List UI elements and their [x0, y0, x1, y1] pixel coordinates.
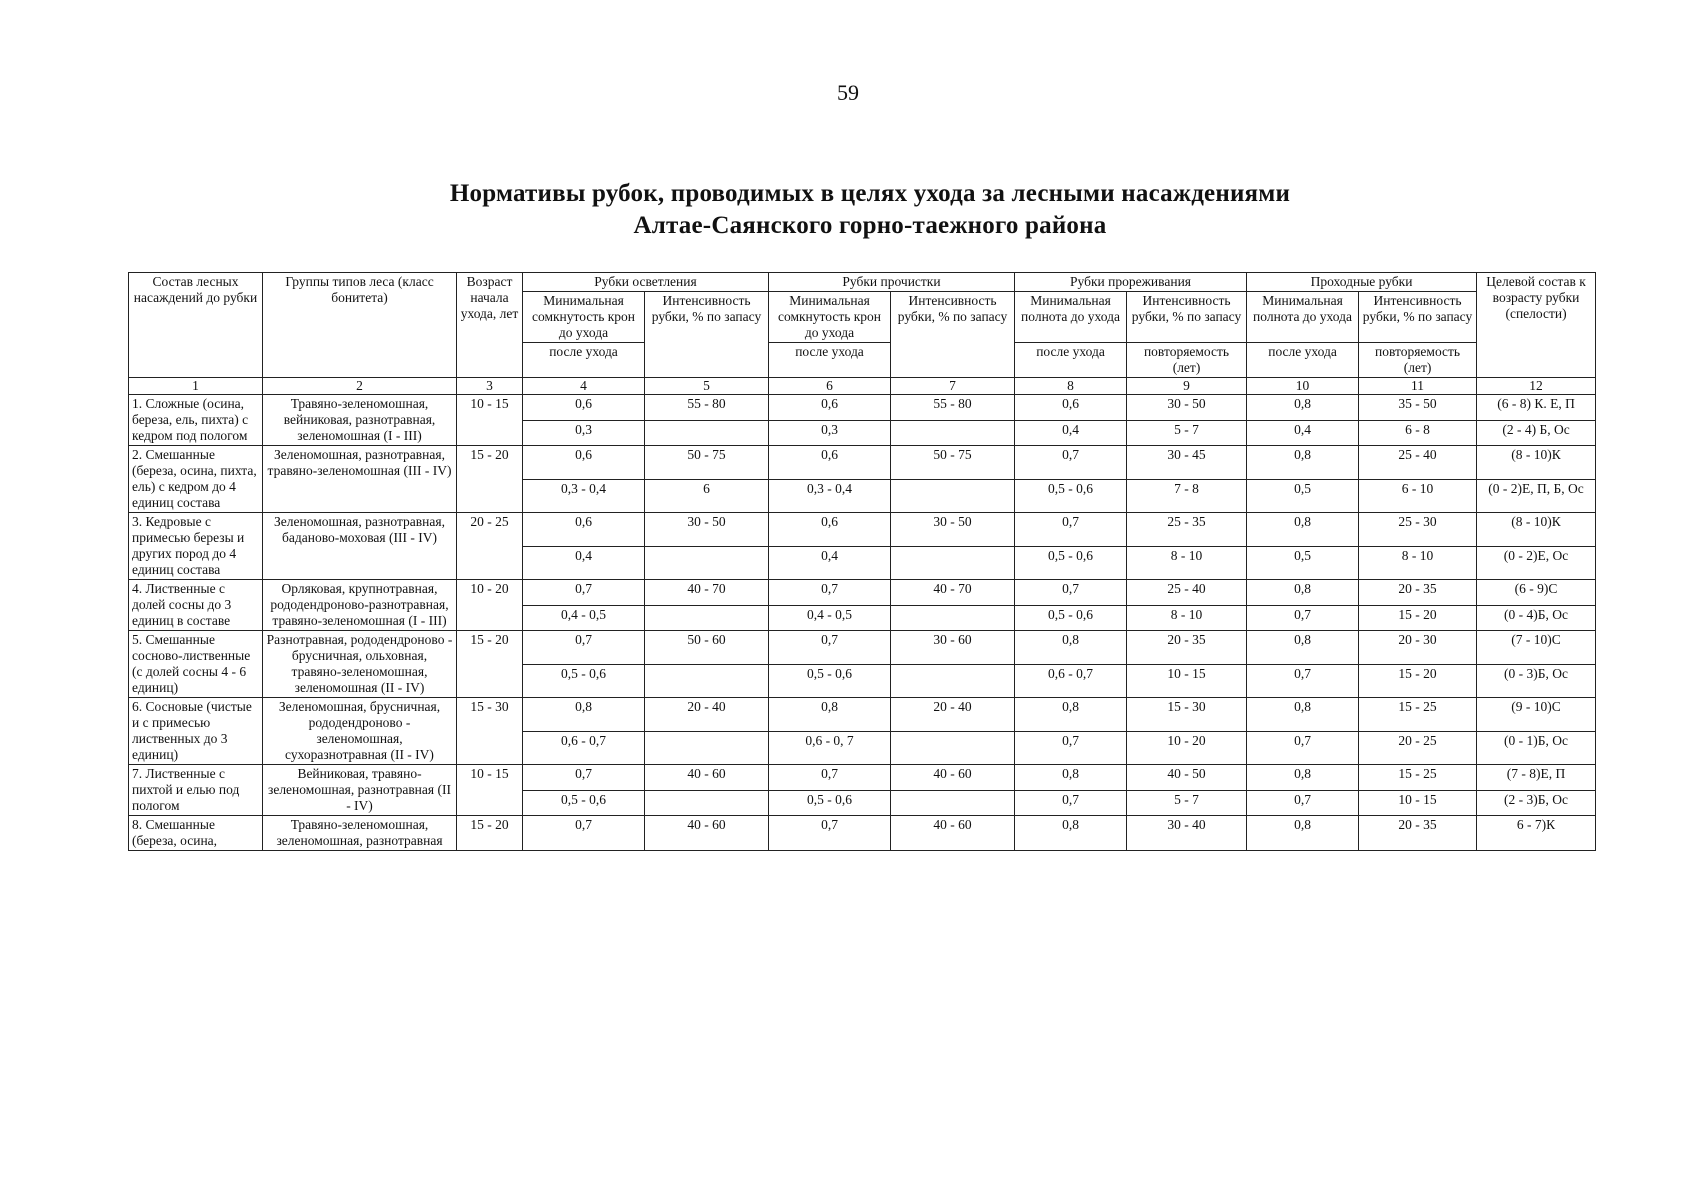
- thinning-repeat-cell: 10 - 15: [1127, 664, 1247, 698]
- passage-repeat-cell: 20 - 25: [1359, 731, 1477, 765]
- page-number: 59: [837, 80, 859, 105]
- start-age-cell-empty: [457, 605, 523, 631]
- thinning-early-intensity-cell: 40 - 70: [891, 580, 1015, 606]
- passage-after-cell: 0,4: [1247, 420, 1359, 446]
- forest-types-cell: Орляковая, крупнотравная, рододендроново-разнотравная, травяно-зеленомошная (I - III): [263, 580, 457, 631]
- thinning-repeat-cell: 5 - 7: [1127, 420, 1247, 446]
- cleaning-after-cell: 0,5 - 0,6: [523, 664, 645, 698]
- column-number: 8: [1015, 378, 1127, 395]
- header-after-thinning: после ухода: [1015, 343, 1127, 378]
- passage-after-cell: 0,5: [1247, 479, 1359, 513]
- thinning-early-after-cell: 0,6 - 0, 7: [769, 731, 891, 765]
- thinning-early-intensity-cell: 50 - 75: [891, 446, 1015, 480]
- column-number: 4: [523, 378, 645, 395]
- thinning-early-after-cell: 0,5 - 0,6: [769, 790, 891, 816]
- thinning-after-cell: 0,6 - 0,7: [1015, 664, 1127, 698]
- table-row: [129, 395, 1596, 421]
- header-target: Целевой состав к возрасту рубки (спелости): [1477, 273, 1596, 378]
- passage-after-cell: 0,7: [1247, 731, 1359, 765]
- header-intensity-passage: Интенсивность рубки, % по запасу: [1359, 292, 1477, 343]
- thinning-early-intensity-empty-cell: [891, 664, 1015, 698]
- cleaning-min-density-cell: 0,6: [523, 395, 645, 421]
- passage-repeat-cell: 15 - 20: [1359, 664, 1477, 698]
- thinning-early-min-density-cell: 0,8: [769, 698, 891, 732]
- document-title: [330, 178, 1410, 242]
- forest-types-cell: Травяно-зеленомошная, вейниковая, разнотравная, зеленомошная (I - III): [263, 395, 457, 446]
- table-row-last: [129, 816, 1596, 851]
- thinning-early-min-density-cell: 0,6: [769, 513, 891, 547]
- cleaning-intensity-empty-cell: [645, 420, 769, 446]
- passage-min-stocking-cell: 0,8: [1247, 580, 1359, 606]
- cleaning-intensity-empty-cell: [645, 664, 769, 698]
- thinning-after-cell: 0,4: [1015, 420, 1127, 446]
- thinning-repeat-cell: 7 - 8: [1127, 479, 1247, 513]
- thinning-early-min-density-cell: 0,7: [769, 765, 891, 791]
- header-cleaning: Рубки осветления: [523, 273, 769, 292]
- table-row: [129, 446, 1596, 480]
- header-after-cleaning: после ухода: [523, 343, 645, 378]
- passage-intensity-cell: 15 - 25: [1359, 698, 1477, 732]
- forest-types-cell: Разнотравная, рододендроново - брусничная, ольховная, травяно-зеленомошная, зеленомошная (II - IV): [263, 631, 457, 698]
- passage-intensity-cell: 25 - 30: [1359, 513, 1477, 547]
- column-number: 9: [1127, 378, 1247, 395]
- composition-cell: 7. Лиственные с пихтой и елью под пологом: [129, 765, 263, 816]
- table-row: [129, 631, 1596, 665]
- start-age-cell-empty: [457, 546, 523, 580]
- thinning-early-intensity-empty-cell: [891, 790, 1015, 816]
- passage-min-stocking-cell: 0,8: [1247, 446, 1359, 480]
- header-min-density-cleaning: Минимальная сомкнутость крон до ухода: [523, 292, 645, 343]
- thinning-after-cell: 0,5 - 0,6: [1015, 479, 1127, 513]
- table-row: [129, 698, 1596, 732]
- table-row: [129, 765, 1596, 791]
- header-min-stocking-passage: Минимальная полнота до ухода: [1247, 292, 1359, 343]
- composition-cell: 3. Кедровые с примесью березы и других пород до 4 единиц состава: [129, 513, 263, 580]
- thinning-after-cell: 0,5 - 0,6: [1015, 546, 1127, 580]
- thinning-early-intensity-empty-cell: [891, 731, 1015, 765]
- cleaning-intensity-cell: 20 - 40: [645, 698, 769, 732]
- table-row: [129, 580, 1596, 606]
- thinning-intensity-cell: 15 - 30: [1127, 698, 1247, 732]
- cleaning-after-cell: 0,4 - 0,5: [523, 605, 645, 631]
- column-number: 1: [129, 378, 263, 395]
- column-number: 2: [263, 378, 457, 395]
- header-after-passage: после ухода: [1247, 343, 1359, 378]
- thinning-after-cell: 0,5 - 0,6: [1015, 605, 1127, 631]
- thinning-min-stocking-cell: 0,8: [1015, 698, 1127, 732]
- column-number: 10: [1247, 378, 1359, 395]
- header-repeat-passage: повторяемость (лет): [1359, 343, 1477, 378]
- thinning-repeat-cell: 8 - 10: [1127, 605, 1247, 631]
- thinning-min-stocking-cell: 0,7: [1015, 580, 1127, 606]
- table-body: [129, 395, 1596, 851]
- title-line-1: Нормативы рубок, проводимых в целях ухода за лесными насаждениями: [449, 180, 1291, 207]
- start-age-cell-empty: [457, 664, 523, 698]
- composition-cell: 2. Смешанные (береза, осина, пихта, ель) с кедром до 4 единиц состава: [129, 446, 263, 513]
- passage-intensity-cell: 35 - 50: [1359, 395, 1477, 421]
- cleaning-min-density-cell: 0,7: [523, 580, 645, 606]
- target-composition-cell: (6 - 8) К. Е, П: [1477, 395, 1596, 421]
- thinning-early-intensity-cell: 40 - 60: [891, 765, 1015, 791]
- thinning-intensity-cell: 40 - 50: [1127, 765, 1247, 791]
- cleaning-after-cell: 0,5 - 0,6: [523, 790, 645, 816]
- thinning-early-intensity-cell: 20 - 40: [891, 698, 1015, 732]
- cleaning-intensity-cell: 50 - 60: [645, 631, 769, 665]
- header-passage: Проходные рубки: [1247, 273, 1477, 292]
- header-repeat-thinning: повторяемость (лет): [1127, 343, 1247, 378]
- composition-cell: 5. Смешанные сосново-лиственные (с долей сосны 4 - 6 единиц): [129, 631, 263, 698]
- thinning-repeat-cell: 10 - 20: [1127, 731, 1247, 765]
- cleaning-intensity-cell: 30 - 50: [645, 513, 769, 547]
- thinning-intensity-cell: 30 - 45: [1127, 446, 1247, 480]
- forest-types-cell: Зеленомошная, разнотравная, травяно-зеленомошная (III - IV): [263, 446, 457, 513]
- passage-after-cell: 0,7: [1247, 790, 1359, 816]
- start-age-cell: 15 - 20: [457, 816, 523, 851]
- target-composition-cell: (6 - 9)С: [1477, 580, 1596, 606]
- thinning-early-intensity-empty-cell: [891, 479, 1015, 513]
- target-composition-cell: (2 - 3)Б, Ос: [1477, 790, 1596, 816]
- cleaning-intensity-cell: 50 - 75: [645, 446, 769, 480]
- passage-after-cell: 0,7: [1247, 605, 1359, 631]
- value-cell: 40 - 60: [891, 816, 1015, 851]
- header-after-thinning-early: после ухода: [769, 343, 891, 378]
- norms-table: [128, 272, 1596, 851]
- start-age-cell: 10 - 15: [457, 765, 523, 791]
- thinning-min-stocking-cell: 0,7: [1015, 446, 1127, 480]
- passage-min-stocking-cell: 0,8: [1247, 631, 1359, 665]
- start-age-cell: 10 - 20: [457, 580, 523, 606]
- thinning-intensity-cell: 20 - 35: [1127, 631, 1247, 665]
- passage-intensity-cell: 20 - 30: [1359, 631, 1477, 665]
- cleaning-intensity-empty-cell: [645, 790, 769, 816]
- cleaning-intensity-empty-cell: [645, 546, 769, 580]
- forest-types-cell: Зеленомошная, разнотравная, баданово-моховая (III - IV): [263, 513, 457, 580]
- passage-repeat-cell: 8 - 10: [1359, 546, 1477, 580]
- header-thinning: Рубки прореживания: [1015, 273, 1247, 292]
- passage-repeat-cell: 6 - 10: [1359, 479, 1477, 513]
- header-min-density-thinning-early: Минимальная сомкнутость крон до ухода: [769, 292, 891, 343]
- value-cell: 0,7: [769, 816, 891, 851]
- thinning-intensity-cell: 30 - 50: [1127, 395, 1247, 421]
- cleaning-after-cell: 0,4: [523, 546, 645, 580]
- thinning-min-stocking-cell: 0,7: [1015, 513, 1127, 547]
- thinning-early-intensity-empty-cell: [891, 605, 1015, 631]
- header-intensity-thinning-early: Интенсивность рубки, % по запасу: [891, 292, 1015, 378]
- column-number: 6: [769, 378, 891, 395]
- target-composition-cell: (0 - 3)Б, Ос: [1477, 664, 1596, 698]
- thinning-after-cell: 0,7: [1015, 790, 1127, 816]
- thinning-early-intensity-cell: 55 - 80: [891, 395, 1015, 421]
- forest-types-cell: Зеленомошная, брусничная, рододендроново - зеленомошная, сухоразнотравная (II - IV): [263, 698, 457, 765]
- target-composition-cell: (2 - 4) Б, Ос: [1477, 420, 1596, 446]
- cleaning-intensity-empty-cell: [645, 731, 769, 765]
- start-age-cell: 20 - 25: [457, 513, 523, 547]
- value-cell: 20 - 35: [1359, 816, 1477, 851]
- table-row: [129, 513, 1596, 547]
- header-thinning-early: Рубки прочистки: [769, 273, 1015, 292]
- thinning-repeat-cell: 5 - 7: [1127, 790, 1247, 816]
- header-start-age: Возраст начала ухода, лет: [457, 273, 523, 378]
- passage-repeat-cell: 15 - 20: [1359, 605, 1477, 631]
- passage-min-stocking-cell: 0,8: [1247, 765, 1359, 791]
- header-composition: Состав лесных насаждений до рубки: [129, 273, 263, 378]
- start-age-cell-empty: [457, 790, 523, 816]
- passage-min-stocking-cell: 0,8: [1247, 395, 1359, 421]
- thinning-early-after-cell: 0,3 - 0,4: [769, 479, 891, 513]
- cleaning-intensity-cell: 40 - 70: [645, 580, 769, 606]
- table-header: [129, 273, 1596, 395]
- forest-types-cell: Вейниковая, травяно-зеленомошная, разнотравная (II - IV): [263, 765, 457, 816]
- header-forest-types: Группы типов леса (класс бонитета): [263, 273, 457, 378]
- cleaning-intensity-empty-cell: 6: [645, 479, 769, 513]
- value-cell: 0,8: [1247, 816, 1359, 851]
- value-cell: 40 - 60: [645, 816, 769, 851]
- column-number: 3: [457, 378, 523, 395]
- passage-intensity-cell: 15 - 25: [1359, 765, 1477, 791]
- cleaning-min-density-cell: 0,7: [523, 765, 645, 791]
- thinning-min-stocking-cell: 0,8: [1015, 631, 1127, 665]
- thinning-early-intensity-empty-cell: [891, 420, 1015, 446]
- cleaning-min-density-cell: 0,6: [523, 446, 645, 480]
- thinning-min-stocking-cell: 0,8: [1015, 765, 1127, 791]
- composition-cell: 4. Лиственные с долей сосны до 3 единиц в составе: [129, 580, 263, 631]
- cleaning-min-density-cell: 0,7: [523, 631, 645, 665]
- thinning-early-min-density-cell: 0,6: [769, 446, 891, 480]
- cleaning-after-cell: 0,3 - 0,4: [523, 479, 645, 513]
- thinning-early-min-density-cell: 0,7: [769, 580, 891, 606]
- target-composition-cell: (8 - 10)К: [1477, 513, 1596, 547]
- cleaning-intensity-empty-cell: [645, 605, 769, 631]
- thinning-early-after-cell: 0,3: [769, 420, 891, 446]
- start-age-cell: 15 - 20: [457, 631, 523, 665]
- thinning-early-intensity-empty-cell: [891, 546, 1015, 580]
- thinning-early-after-cell: 0,5 - 0,6: [769, 664, 891, 698]
- column-numbers-row: [129, 378, 1596, 395]
- passage-after-cell: 0,5: [1247, 546, 1359, 580]
- title-line-2: Алтае-Саянского горно-таежного района: [633, 212, 1107, 239]
- cleaning-after-cell: 0,6 - 0,7: [523, 731, 645, 765]
- target-composition-cell: 6 - 7)К: [1477, 816, 1596, 851]
- column-number: 12: [1477, 378, 1596, 395]
- start-age-cell: 15 - 20: [457, 446, 523, 480]
- thinning-early-after-cell: 0,4 - 0,5: [769, 605, 891, 631]
- value-cell: 0,8: [1015, 816, 1127, 851]
- start-age-cell: 15 - 30: [457, 698, 523, 732]
- target-composition-cell: (0 - 2)Е, Ос: [1477, 546, 1596, 580]
- target-composition-cell: (8 - 10)К: [1477, 446, 1596, 480]
- target-composition-cell: (7 - 10)С: [1477, 631, 1596, 665]
- thinning-min-stocking-cell: 0,6: [1015, 395, 1127, 421]
- cleaning-intensity-cell: 40 - 60: [645, 765, 769, 791]
- header-min-stocking-thinning: Минимальная полнота до ухода: [1015, 292, 1127, 343]
- passage-repeat-cell: 10 - 15: [1359, 790, 1477, 816]
- value-cell: 0,7: [523, 816, 645, 851]
- header-intensity-thinning: Интенсивность рубки, % по запасу: [1127, 292, 1247, 343]
- start-age-cell: 10 - 15: [457, 395, 523, 421]
- passage-repeat-cell: 6 - 8: [1359, 420, 1477, 446]
- thinning-after-cell: 0,7: [1015, 731, 1127, 765]
- passage-after-cell: 0,7: [1247, 664, 1359, 698]
- composition-cell: 6. Сосновые (чистые и с примесью лиственных до 3 единиц): [129, 698, 263, 765]
- passage-intensity-cell: 25 - 40: [1359, 446, 1477, 480]
- column-number: 11: [1359, 378, 1477, 395]
- start-age-cell-empty: [457, 731, 523, 765]
- thinning-early-intensity-cell: 30 - 60: [891, 631, 1015, 665]
- thinning-early-min-density-cell: 0,7: [769, 631, 891, 665]
- header-intensity-cleaning: Интенсивность рубки, % по запасу: [645, 292, 769, 378]
- thinning-repeat-cell: 8 - 10: [1127, 546, 1247, 580]
- start-age-cell-empty: [457, 479, 523, 513]
- passage-min-stocking-cell: 0,8: [1247, 698, 1359, 732]
- target-composition-cell: (9 - 10)С: [1477, 698, 1596, 732]
- target-composition-cell: (0 - 1)Б, Ос: [1477, 731, 1596, 765]
- thinning-early-after-cell: 0,4: [769, 546, 891, 580]
- thinning-intensity-cell: 25 - 40: [1127, 580, 1247, 606]
- composition-cell: 8. Смешанные (береза, осина,: [129, 816, 263, 851]
- cleaning-intensity-cell: 55 - 80: [645, 395, 769, 421]
- forest-types-cell: Травяно-зеленомошная, зеленомошная, разнотравная: [263, 816, 457, 851]
- column-number: 7: [891, 378, 1015, 395]
- target-composition-cell: (0 - 4)Б, Ос: [1477, 605, 1596, 631]
- cleaning-min-density-cell: 0,6: [523, 513, 645, 547]
- cleaning-min-density-cell: 0,8: [523, 698, 645, 732]
- start-age-cell-empty: [457, 420, 523, 446]
- thinning-intensity-cell: 25 - 35: [1127, 513, 1247, 547]
- passage-intensity-cell: 20 - 35: [1359, 580, 1477, 606]
- passage-min-stocking-cell: 0,8: [1247, 513, 1359, 547]
- thinning-early-min-density-cell: 0,6: [769, 395, 891, 421]
- composition-cell: 1. Сложные (осина, береза, ель, пихта) с кедром под пологом: [129, 395, 263, 446]
- thinning-early-intensity-cell: 30 - 50: [891, 513, 1015, 547]
- value-cell: 30 - 40: [1127, 816, 1247, 851]
- target-composition-cell: (7 - 8)Е, П: [1477, 765, 1596, 791]
- target-composition-cell: (0 - 2)Е, П, Б, Ос: [1477, 479, 1596, 513]
- cleaning-after-cell: 0,3: [523, 420, 645, 446]
- column-number: 5: [645, 378, 769, 395]
